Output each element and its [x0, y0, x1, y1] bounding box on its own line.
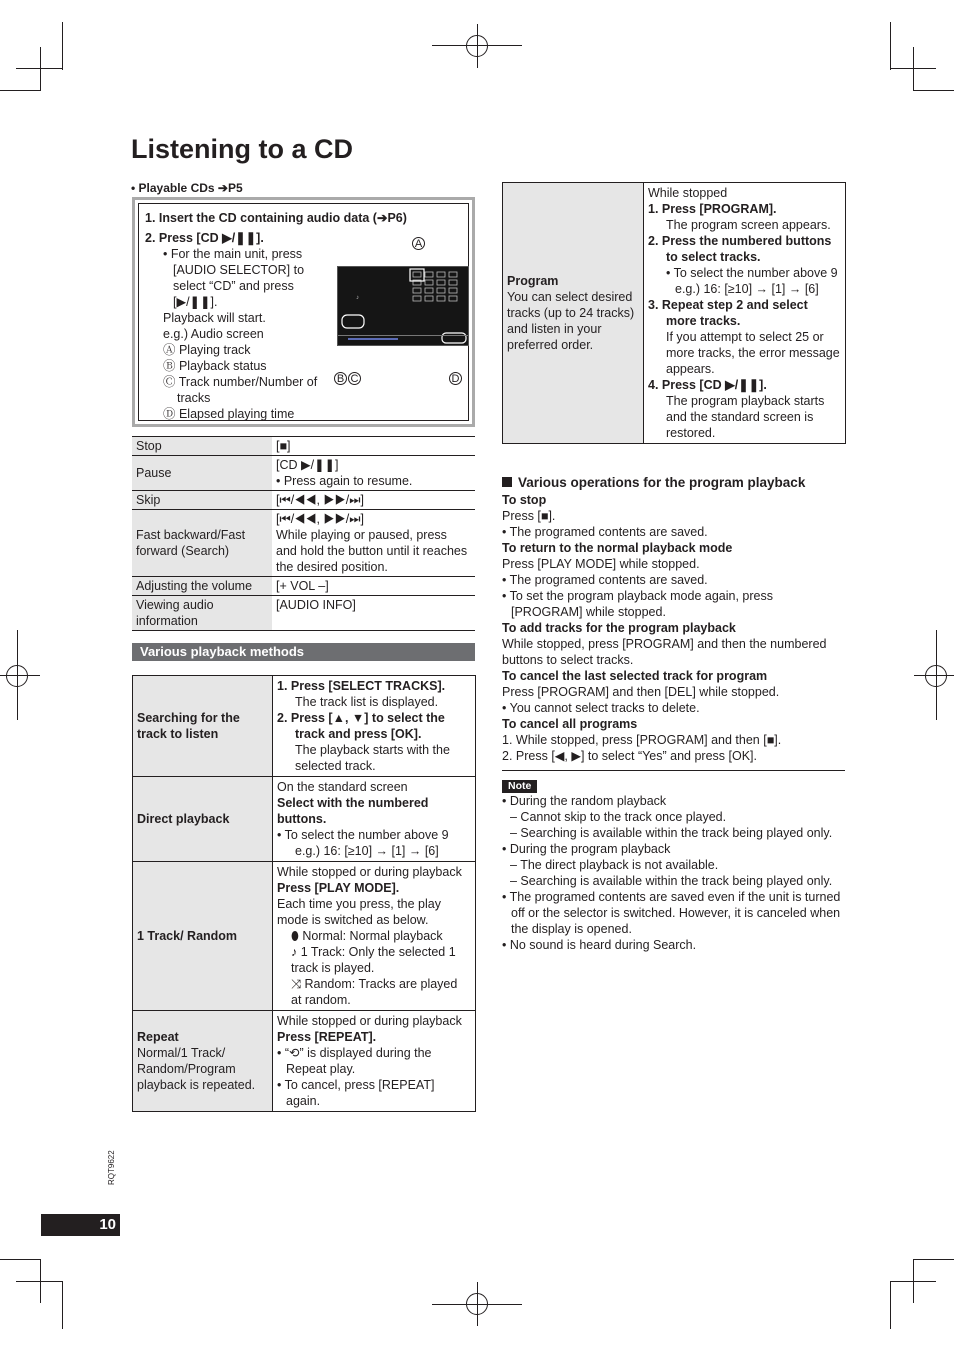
method-key: [133, 777, 273, 862]
program-text: The program screen appears.: [666, 218, 831, 232]
program-title: Program: [507, 274, 559, 288]
op-value: [⏮/◀◀, ▶▶/⏭]: [276, 512, 364, 526]
crop-mark: [913, 47, 914, 91]
registration-mark: [477, 24, 478, 68]
registration-mark: [477, 1282, 478, 1326]
op-text: • The programed contents are saved.: [502, 573, 708, 587]
note-section: [502, 777, 847, 953]
op-key: Viewing audio information: [132, 596, 272, 631]
op-text: Press [■].: [502, 509, 556, 523]
note-tag: Note: [502, 780, 537, 793]
method-text: While stopped or during playback: [277, 865, 462, 879]
method-title: 1 Track/ Random: [137, 929, 238, 943]
method-body: [273, 777, 476, 862]
crop-mark: [0, 90, 40, 91]
callout-c: C: [348, 372, 361, 385]
method-step: Press [PLAY MODE].: [277, 881, 400, 895]
program-table: [502, 182, 846, 444]
op-text: Press [PROGRAM] and then [DEL] while stopped.: [502, 685, 780, 699]
op-subheading: To add tracks for the program playback: [502, 621, 736, 635]
table-row: [133, 777, 476, 862]
program-text: While stopped: [648, 186, 728, 200]
op-text: While stopped, press [PROGRAM] and then the numbered buttons to select tracks.: [502, 637, 827, 667]
crop-mark: [16, 1281, 62, 1282]
op-subheading: To cancel the last selected track for program: [502, 669, 768, 683]
playback-methods-table: [132, 675, 476, 1112]
table-row: [133, 1011, 476, 1112]
note-item: – Cannot skip to the track once played.: [510, 810, 727, 824]
program-step: 3. Repeat step 2 and select more tracks.: [648, 298, 808, 328]
method-text: • “⟲” is displayed during the Repeat play.: [277, 1046, 432, 1076]
op-key: Fast backward/Fast forward (Search): [132, 510, 272, 577]
registration-mark: [17, 630, 18, 720]
method-text: The playback starts with the selected track.: [295, 743, 450, 773]
crop-mark: [913, 1259, 954, 1260]
insert-line: [AUDIO SELECTOR] to: [173, 263, 305, 277]
note-item: • During the random playback: [502, 794, 667, 808]
registration-mark: [914, 675, 954, 676]
table-row: [503, 183, 846, 444]
method-step: Select with the numbered buttons.: [277, 796, 429, 826]
insert-step-1: 1. Insert the CD containing audio data (➔P6): [145, 211, 407, 225]
op-text: 2. Press [◀, ▶] to select “Yes” and press [OK].: [502, 749, 757, 763]
insert-step-2: 2. Press [CD ▶/❚❚].: [145, 231, 264, 245]
method-body: [273, 862, 476, 1011]
square-bullet-icon: [502, 477, 512, 487]
op-key: Stop: [132, 437, 272, 456]
legend-c-cont: tracks: [177, 391, 211, 405]
note-item: • The programed contents are saved even if the unit is turned off or the selector is switched. However, it is canceled when the display is opened.: [502, 890, 841, 936]
op-key: Adjusting the volume: [132, 577, 272, 596]
registration-mark: [0, 675, 40, 676]
op-subheading: To return to the normal playback mode: [502, 541, 733, 555]
op-text: • To set the program playback mode again, press [PROGRAM] while stopped.: [502, 589, 773, 619]
method-step: Press [REPEAT].: [277, 1030, 377, 1044]
registration-mark: [936, 630, 937, 720]
program-text: If you attempt to select 25 or more tracks, the error message appears.: [666, 330, 840, 376]
method-text: The track list is displayed.: [295, 695, 439, 709]
various-operations-title: Various operations for the program playback: [518, 475, 806, 490]
note-item: – Searching is available within the track being played only.: [510, 874, 833, 888]
one-track-icon: ♪: [291, 945, 301, 959]
crop-mark: [40, 47, 41, 91]
method-step: 2. Press [▲, ▼] to select the track and press [OK].: [277, 711, 445, 741]
op-text: • The programed contents are saved.: [502, 525, 708, 539]
mode-normal-text: Normal: Normal playback: [302, 929, 443, 943]
op-value: [■]: [272, 437, 475, 456]
mode-normal: [277, 928, 471, 944]
table-row: [132, 577, 475, 596]
method-text: e.g.) 16: [≥10] → [1] → [6]: [295, 844, 439, 858]
mode-random-text: Random: Tracks are played at random.: [291, 977, 458, 1007]
crop-mark: [890, 22, 891, 70]
table-row: [132, 437, 475, 456]
crop-mark: [62, 1281, 63, 1329]
method-title: Repeat: [137, 1030, 179, 1044]
op-text: 1. While stopped, press [PROGRAM] and then [■].: [502, 733, 782, 747]
table-row: [132, 491, 475, 510]
method-body: [273, 676, 476, 777]
table-row: [133, 862, 476, 1011]
legend-c: Ⓒ Track number/Number of: [163, 375, 318, 389]
note-item: – Searching is available within the track being played only.: [510, 826, 833, 840]
various-operations-heading: [502, 474, 847, 492]
op-subheading: To stop: [502, 493, 547, 507]
program-desc: You can select desired tracks (up to 24 tracks) and listen in your preferred order.: [507, 290, 635, 352]
insert-line: Playback will start.: [163, 311, 266, 325]
insert-line: e.g.) Audio screen: [163, 327, 264, 341]
crop-mark: [16, 68, 62, 69]
method-key: [133, 1011, 273, 1112]
crop-mark: [62, 22, 63, 70]
method-subtitle: Normal/1 Track/ Random/Program playback is repeated.: [137, 1046, 256, 1092]
method-text: • To select the number above 9: [277, 828, 449, 842]
mode-one-track: [277, 944, 471, 976]
op-note: While playing or paused, press and hold the button until it reaches the desired position.: [276, 528, 468, 574]
op-subheading: To cancel all programs: [502, 717, 638, 731]
op-key: Pause: [132, 456, 272, 491]
insert-cd-box-inner: [138, 203, 469, 421]
method-title: Direct playback: [137, 812, 230, 826]
crop-mark: [890, 68, 936, 69]
divider: [502, 770, 845, 771]
crop-mark: [890, 1281, 891, 1329]
section-heading: Various playback methods: [132, 643, 475, 661]
method-text: While stopped or during playback: [277, 1014, 462, 1028]
callout-a: A: [412, 237, 425, 250]
method-key: [133, 676, 273, 777]
method-text: On the standard screen: [277, 780, 408, 794]
table-row: [132, 456, 475, 491]
op-value: [AUDIO INFO]: [272, 596, 475, 631]
audio-screen-image: [337, 266, 469, 346]
crop-mark: [913, 90, 954, 91]
playable-cds-note: • Playable CDs ➔P5: [131, 181, 243, 195]
program-step: 1. Press [PROGRAM].: [648, 202, 777, 216]
method-text: Each time you press, the play mode is switched as below.: [277, 897, 441, 927]
svg-text:♪: ♪: [356, 295, 359, 301]
op-value: [+ VOL –]: [272, 577, 475, 596]
program-text: • To select the number above 9: [666, 266, 838, 280]
shuffle-icon: ⤨: [291, 977, 305, 991]
method-step: 1. Press [SELECT TRACKS].: [277, 679, 446, 693]
method-title: Searching for the track to listen: [137, 711, 240, 741]
op-value: [CD ▶/❚❚]: [276, 458, 339, 472]
callout-b: B: [334, 372, 347, 385]
op-value-cell: [272, 456, 475, 491]
mode-random: [277, 976, 471, 1008]
table-row: [132, 596, 475, 631]
legend-d: Ⓓ Elapsed playing time: [163, 407, 295, 421]
program-step: 2. Press the numbered buttons to select tracks.: [648, 234, 832, 264]
op-value-cell: [272, 510, 475, 577]
table-row: [132, 510, 475, 577]
insert-cd-box: [132, 197, 475, 427]
note-item: • No sound is heard during Search.: [502, 938, 697, 952]
page-number: 10: [41, 1214, 120, 1236]
program-step: 4. Press [CD ▶/❚❚].: [648, 378, 767, 392]
insert-line: • For the main unit, press: [163, 247, 303, 261]
op-note: • Press again to resume.: [276, 474, 413, 488]
op-key: Skip: [132, 491, 272, 510]
mode-one-track-text: 1 Track: Only the selected 1 track is played.: [291, 945, 456, 975]
normal-play-icon: ⬮: [291, 929, 303, 943]
method-key: [133, 862, 273, 1011]
various-operations: [502, 474, 847, 764]
op-text: • You cannot select tracks to delete.: [502, 701, 700, 715]
legend-a: Ⓐ Playing track: [163, 343, 251, 357]
crop-mark: [0, 1259, 40, 1260]
program-key: [503, 183, 644, 444]
op-value: [⏮/◀◀, ▶▶/⏭]: [272, 491, 475, 510]
callout-d: D: [449, 372, 462, 385]
insert-line: [▶/❚❚].: [173, 295, 218, 309]
program-text: The program playback starts and the standard screen is restored.: [666, 394, 825, 440]
audio-screen-graphic: [338, 267, 468, 345]
model-code: RQT9622: [107, 1150, 116, 1185]
method-text: • To cancel, press [REPEAT] again.: [277, 1078, 435, 1108]
op-text: Press [PLAY MODE] while stopped.: [502, 557, 700, 571]
program-text: e.g.) 16: [≥10] → [1] → [6]: [675, 282, 819, 296]
table-row: [133, 676, 476, 777]
page-title: Listening to a CD: [131, 134, 353, 164]
program-body: [644, 183, 846, 444]
operations-table: [132, 436, 475, 631]
insert-line: select “CD” and press: [173, 279, 294, 293]
legend-b: Ⓑ Playback status: [163, 359, 267, 373]
note-item: – The direct playback is not available.: [510, 858, 719, 872]
crop-mark: [890, 1281, 936, 1282]
method-body: [273, 1011, 476, 1112]
note-item: • During the program playback: [502, 842, 671, 856]
